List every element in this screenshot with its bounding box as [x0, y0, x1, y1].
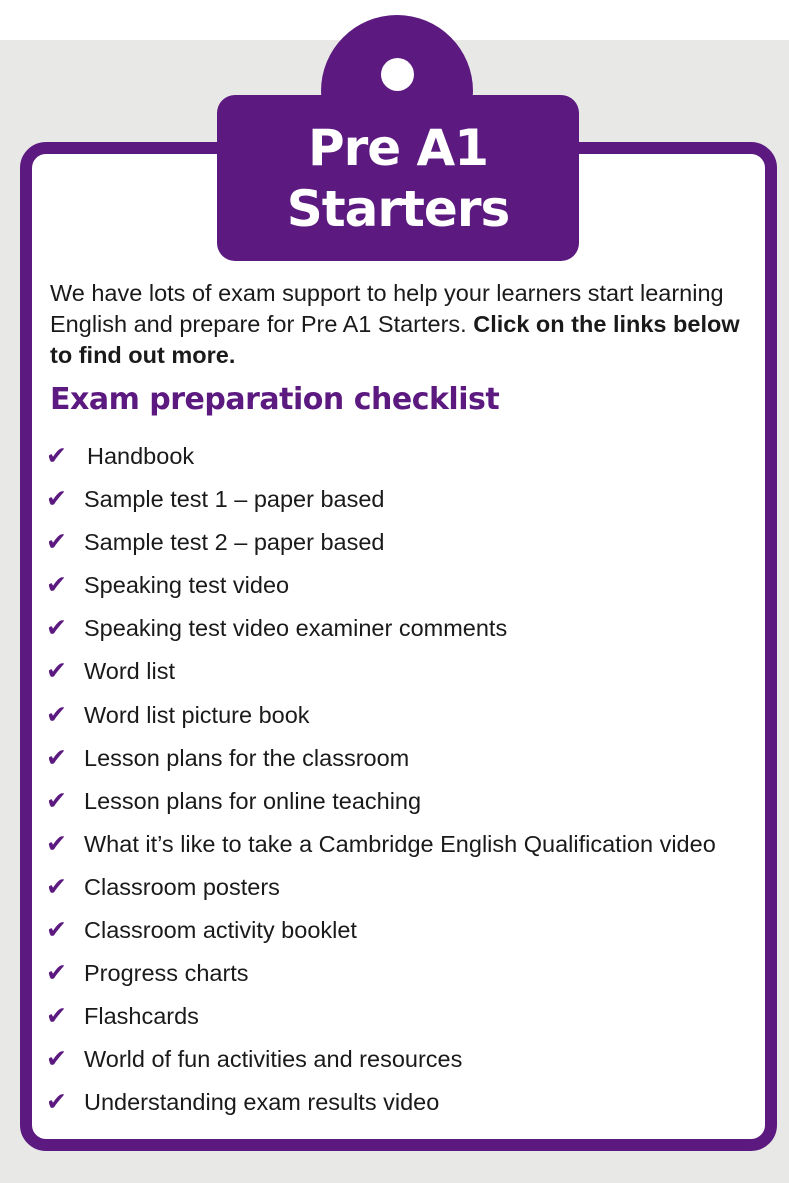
check-icon: ✔ — [46, 828, 67, 858]
checklist-item-label[interactable]: Lesson plans for the classroom — [84, 744, 410, 771]
intro-cta: Click on the links below to find out more. — [50, 311, 740, 368]
checklist-item-world-of-fun[interactable] — [46, 1040, 716, 1083]
checklist-item-speaking-test-video[interactable] — [46, 566, 716, 609]
checklist-item-label[interactable]: Understanding exam results video — [84, 1089, 440, 1116]
checklist-item-classroom-posters[interactable] — [46, 868, 716, 911]
check-icon: ✔ — [46, 1044, 67, 1074]
check-icon: ✔ — [46, 699, 67, 729]
checklist-item-handbook[interactable] — [46, 437, 716, 480]
check-icon: ✔ — [46, 742, 67, 772]
checklist — [46, 437, 716, 1127]
checklist-item-activity-booklet[interactable] — [46, 911, 716, 954]
checklist-item-label[interactable]: Speaking test video — [84, 572, 290, 599]
check-icon: ✔ — [46, 1001, 67, 1031]
check-icon: ✔ — [46, 656, 67, 686]
check-icon: ✔ — [46, 441, 67, 470]
checklist-item-progress-charts[interactable] — [46, 954, 716, 997]
check-icon: ✔ — [46, 958, 67, 988]
checklist-item-label[interactable]: World of fun activities and resources — [84, 1046, 463, 1073]
checklist-item-lesson-plans-classroom[interactable] — [46, 739, 716, 782]
checklist-item-flashcards[interactable] — [46, 997, 716, 1040]
checklist-item-lesson-plans-online[interactable] — [46, 782, 716, 825]
checklist-item-exam-results-video[interactable] — [46, 1083, 716, 1126]
checklist-item-qualification-video[interactable] — [46, 825, 716, 868]
page-title — [217, 118, 579, 240]
check-icon: ✔ — [46, 570, 67, 600]
checklist-item-sample-test-1[interactable] — [46, 480, 716, 523]
checklist-item-label[interactable]: What it’s like to take a Cambridge English Qualification video — [84, 830, 716, 857]
tag-hole-icon — [381, 58, 414, 91]
intro-paragraph — [50, 278, 750, 371]
checklist-item-label[interactable]: Lesson plans for online teaching — [84, 787, 422, 814]
check-icon: ✔ — [46, 613, 67, 643]
checklist-item-label[interactable]: Progress charts — [84, 960, 249, 987]
checklist-item-label[interactable]: Sample test 2 – paper based — [84, 529, 385, 556]
checklist-item-label[interactable]: Classroom activity booklet — [84, 917, 357, 944]
check-icon: ✔ — [46, 915, 67, 945]
title-line-2: Starters — [286, 180, 510, 238]
checklist-item-label[interactable]: Handbook — [87, 443, 195, 469]
checklist-heading: Exam preparation checklist — [50, 382, 500, 417]
checklist-item-label[interactable]: Flashcards — [84, 1003, 199, 1030]
checklist-item-label[interactable]: Word list picture book — [84, 701, 310, 728]
checklist-item-label[interactable]: Classroom posters — [84, 873, 280, 900]
check-icon: ✔ — [46, 785, 67, 815]
checklist-item-examiner-comments[interactable] — [46, 609, 716, 652]
intro-text: We have lots of exam support to help your learners start learning English and prepare for Pre A1 Starters. — [50, 280, 724, 337]
check-icon: ✔ — [46, 484, 67, 514]
checklist-item-word-list-picture-book[interactable] — [46, 696, 716, 739]
checklist-item-label[interactable]: Speaking test video examiner comments — [84, 615, 508, 642]
checklist-item-sample-test-2[interactable] — [46, 523, 716, 566]
check-icon: ✔ — [46, 527, 67, 557]
checklist-item-label[interactable]: Sample test 1 – paper based — [84, 486, 385, 513]
check-icon: ✔ — [46, 871, 67, 901]
title-line-1: Pre A1 — [307, 119, 489, 177]
checklist-item-label[interactable]: Word list — [84, 658, 175, 685]
checklist-item-word-list[interactable] — [46, 652, 716, 695]
check-icon: ✔ — [46, 1087, 67, 1117]
